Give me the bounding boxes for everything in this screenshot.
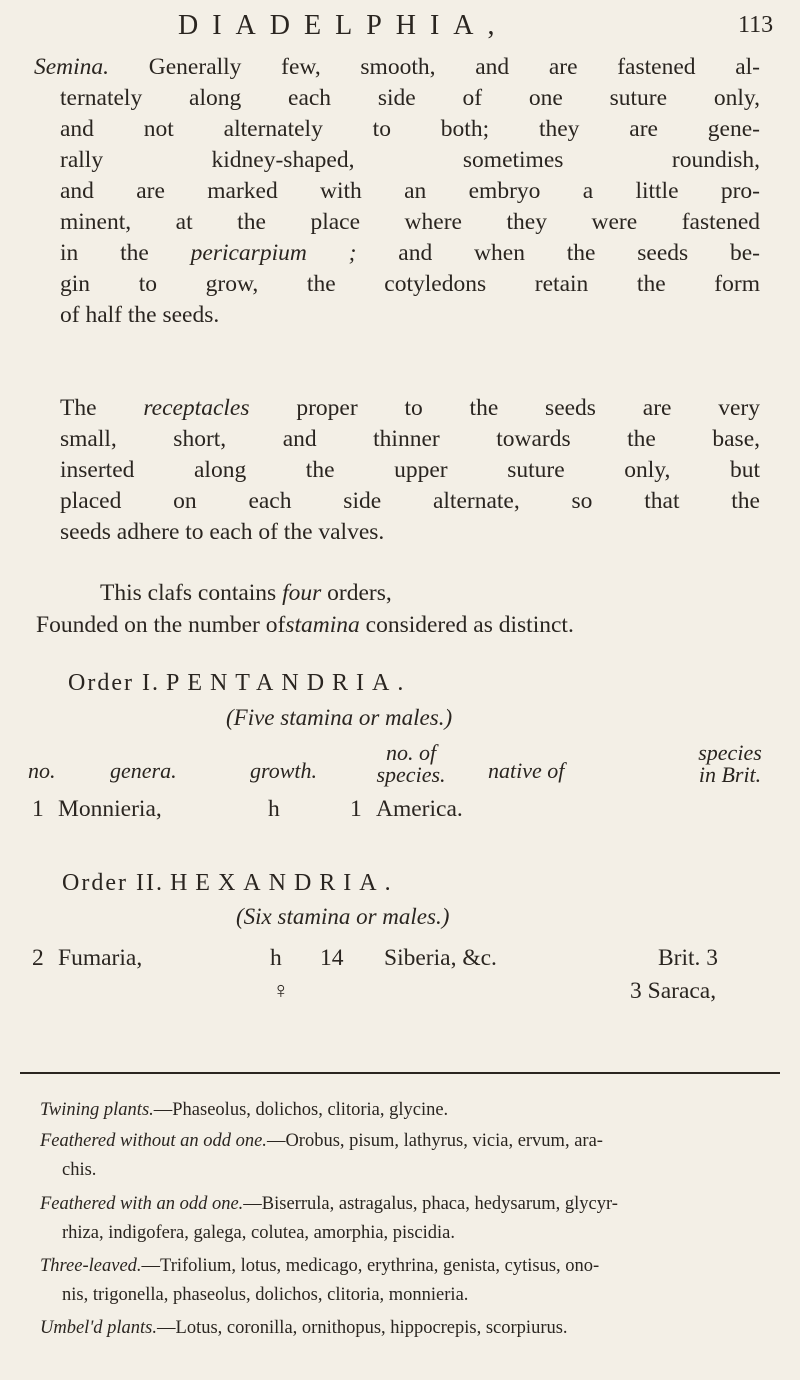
book-page: DIADELPHIA, 113 Semina. Generally few, smooth, and are fastened al- ternately along each side of one suture only, and not alternately to both; they are gene- rally kidney-shaped, sometimes roundish, and are marked with an embryo a little pro- minent, at the place where they were fastened in the pericarpium ; and when the seeds be- gin to grow, the cotyledons retain the form of half the seeds. The receptacles proper to the seeds are very small, short, and thinner towards the base, inserted along the upper suture only, but placed on each side alternate, so that the seeds adhere to each of the valves. This clafs contains four orders, Founded on the number ofstamina considered as distinct. Order I. PENTANDRIA. (Five stamina or males.) no. genera. growth. no. of species. native of species in Brit. 1 Monnieria, h 1 America. Order II. HEXANDRIA. (Six stamina or males.) 2 Fumaria, h 14 Siberia, &c. Brit. 3 ♀ 3 Saraca, Twining plants.—Phaseolus, dolichos, clitoria, glycine. Feathered without an odd one.—Orobus, pisum, lathyrus, vicia, ervum, ara- chis. Feathered with an odd one.—Biserrula, astragalus, phaca, hedysarum, glycyr- rhiza, indigofera, galega, colutea, amorphia, piscidia. Three-leaved.—Trifolium, lotus, medicago, erythrina, genista, cytisus, ono- nis, trigonella, phaseolus, dolichos, clitoria, monnieria. Umbel'd plants.—Lotus, coronilla, ornithopus, hippocrepis, scorpiurus. <box>0 0 800 1380</box>
order-label: Order II. <box>62 870 164 896</box>
receptacles-paragraph <box>60 393 760 548</box>
footnote: Feathered with an odd one.—Biserrula, astragalus, phaca, hedysarum, glycyr- rhiza, indigofera, galega, colutea, amorphia, piscidia. <box>40 1194 618 1243</box>
running-head-title: DIADELPHIA, <box>178 10 509 41</box>
text-line: small, short, and thinner towards the base, <box>60 426 760 452</box>
order-1-subtitle: (Five stamina or males.) <box>226 705 453 730</box>
class-note-line-1: This clafs contains four orders, <box>100 580 392 606</box>
text-line: rally kidney-shaped, sometimes roundish, <box>60 147 760 173</box>
order-1-title <box>68 670 411 697</box>
col-britain-header: species in Brit. <box>698 740 762 787</box>
page-number: 113 <box>738 12 774 38</box>
col-genera-header: genera. <box>110 758 177 783</box>
order-2-title <box>62 870 399 897</box>
col-growth-header: growth. <box>250 758 318 783</box>
receptacles-term: receptacles <box>143 395 250 421</box>
text-line: minent, at the place where they were fastened <box>60 209 760 235</box>
col-native-header: native of <box>488 758 565 783</box>
footnote: Three-leaved.—Trifolium, lotus, medicago, erythrina, genista, cytisus, ono- nis, trigonella, phaseolus, dolichos, clitoria, monnieria. <box>40 1256 600 1305</box>
text-line: of half the seeds. <box>60 302 220 328</box>
text-line: seeds adhere to each of the valves. <box>60 519 385 545</box>
footnote: Twining plants.—Phaseolus, dolichos, clitoria, glycine. <box>40 1100 449 1120</box>
text-line: in the <box>60 240 149 266</box>
text-line: Generally few, smooth, and are fastened al- <box>148 54 761 80</box>
order-label: Order I. <box>68 670 160 696</box>
semina-run-in: Semina. <box>34 54 110 80</box>
footnote: Umbel'd plants.—Lotus, coronilla, ornithopus, hippocrepis, scorpiurus. <box>40 1318 568 1338</box>
order-name: HEXANDRIA. <box>169 870 399 896</box>
semina-paragraph <box>34 52 761 331</box>
order-2-subtitle: (Six stamina or males.) <box>236 904 450 929</box>
text-line: gin to grow, the cotyledons retain the form <box>60 271 760 297</box>
col-no-header: no. <box>28 758 56 783</box>
text-line: inserted along the upper suture only, but <box>60 457 760 483</box>
text-line: ternately along each side of one suture only, <box>60 85 760 111</box>
footnote: Feathered without an odd one.—Orobus, pisum, lathyrus, vicia, ervum, ara- chis. <box>40 1131 603 1180</box>
class-note-line-2: Founded on the number ofstamina considered as distinct. <box>36 612 574 638</box>
running-head <box>0 4 800 44</box>
text-line: and not alternately to both; they are gene- <box>60 116 760 142</box>
text-line: and are marked with an embryo a little pro- <box>60 178 760 204</box>
col-count-header: no. of species. <box>376 740 446 787</box>
text-line: proper to the seeds are very <box>296 395 761 421</box>
text-line: placed on each side alternate, so that the <box>60 488 760 514</box>
text-line: and when the seeds be- <box>398 240 761 266</box>
pericarpium-term: pericarpium ; <box>190 240 357 266</box>
footnote-rule <box>20 1072 780 1074</box>
order-name: PENTANDRIA. <box>165 670 412 696</box>
text-line: The <box>60 395 97 421</box>
